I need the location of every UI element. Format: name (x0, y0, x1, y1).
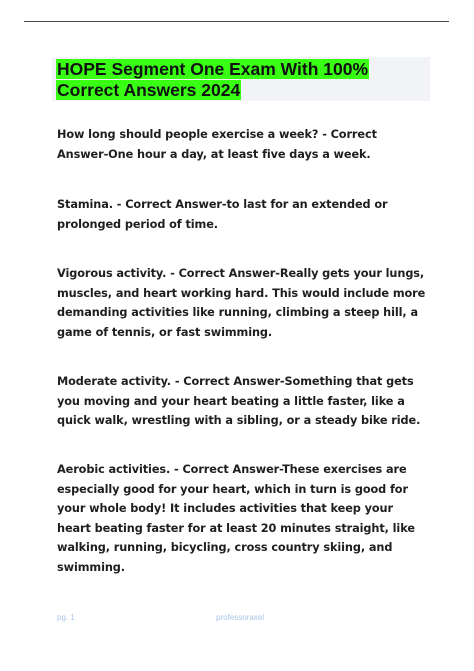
qa-item (57, 372, 427, 431)
qa-question: Moderate activity. (57, 375, 171, 388)
qa-item (57, 195, 427, 234)
qa-question: Stamina. (57, 198, 113, 211)
top-divider (24, 21, 449, 22)
qa-separator: - Correct Answer- (57, 128, 377, 161)
qa-question: Vigorous activity. (57, 267, 167, 280)
qa-separator: - Correct Answer- (166, 267, 280, 280)
footer-author: professoraxel (216, 613, 265, 622)
qa-item (57, 264, 427, 342)
document-title (56, 59, 428, 101)
qa-answer: to last for an extended or prolonged period of time. (57, 198, 388, 231)
qa-item (57, 460, 427, 577)
qa-separator: - Correct Answer- (171, 375, 285, 388)
qa-answer: Something that gets you moving and your heart beating a little faster, like a quick walk, wrestling with a sibling, or a steady bike ride. (57, 375, 421, 427)
qa-answer: One hour a day, at least five days a week. (108, 147, 371, 161)
document-title-text: HOPE Segment One Exam With 100% Correct Answers 2024 (57, 59, 369, 100)
qa-question: Aerobic activities. (57, 463, 171, 476)
qa-separator: - Correct Answer- (170, 463, 283, 476)
footer-page-number: pg. 1 (57, 613, 75, 622)
qa-answer: These exercises are especially good for your heart, which in turn is good for your whole body! It includes activities that keep your heart beating faster for at least 20 minutes straight, like walking, running, bicycling, cross country skiing, and swimming. (57, 463, 415, 574)
qa-item (57, 125, 427, 164)
qa-question: How long should people exercise a week? (57, 128, 319, 141)
qa-separator: - Correct Answer- (112, 198, 227, 211)
qa-answer: Really gets your lungs, muscles, and heart working hard. This would include more demanding activities like running, climbing a steep hill, a game of tennis, or fast swimming. (57, 267, 426, 339)
